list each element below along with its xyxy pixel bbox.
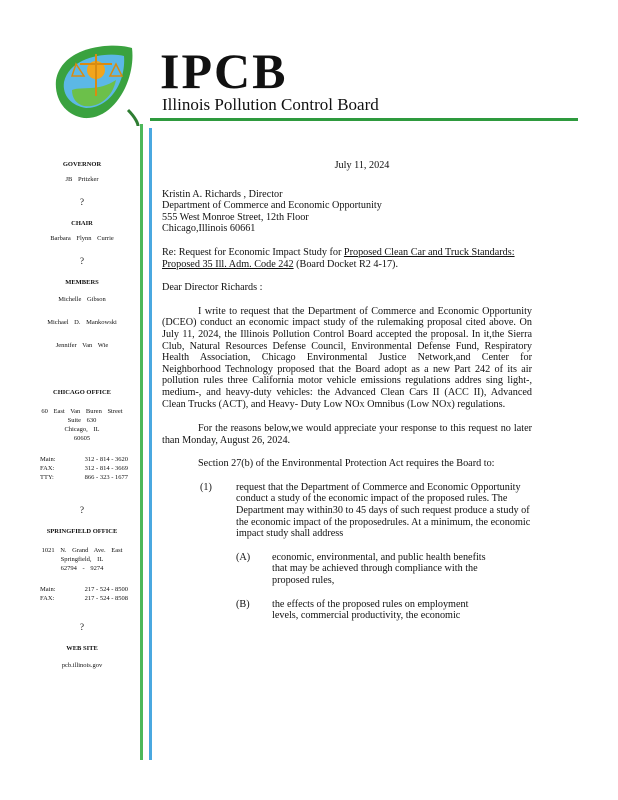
paragraph-deadline: For the reasons below,we would appreciate your response to this request no later than Monday, August 26, 2024. bbox=[162, 423, 532, 446]
separator: ? bbox=[80, 256, 84, 266]
chicago-phones bbox=[30, 455, 134, 482]
sub-item-number: (B) bbox=[236, 598, 250, 610]
web-site-heading: WEB SITE bbox=[66, 645, 98, 652]
recipient-line: Department of Commerce and Economic Opportunity bbox=[162, 200, 382, 212]
member-name: Michelle Gibson bbox=[58, 296, 106, 303]
springfield-phones bbox=[30, 585, 134, 603]
chicago-address-line: 60605 bbox=[73, 435, 91, 442]
green-side-rule bbox=[140, 124, 143, 760]
springfield-address-line: Springfield, IL bbox=[60, 556, 104, 563]
phone-row bbox=[40, 594, 128, 603]
recipient-address bbox=[162, 189, 532, 235]
paragraph-request bbox=[162, 306, 532, 411]
sub-list-item bbox=[236, 599, 496, 622]
subject-line bbox=[162, 247, 532, 270]
web-site-url[interactable]: pcb.illinois.gov bbox=[61, 662, 103, 669]
paragraph-section: Section 27(b) of the Environmental Protection Act requires the Board to: bbox=[198, 458, 495, 470]
governor-heading: GOVERNOR bbox=[62, 161, 102, 168]
phone-value: 217 - 524 - 8500 bbox=[84, 586, 128, 593]
sub-item-text: economic, environmental, and public health benefits that may be achieved through compliance with the proposed rules, bbox=[272, 551, 486, 587]
phone-value: 312 - 814 - 3669 bbox=[84, 465, 128, 472]
sub-item-text: the effects of the proposed rules on employment levels, commercial productivity, the economic bbox=[272, 598, 469, 622]
members-heading: MEMBERS bbox=[65, 279, 99, 286]
letterhead-sidebar bbox=[30, 160, 134, 670]
phone-row bbox=[40, 464, 128, 473]
governor-name: JB Pritzker bbox=[65, 176, 99, 183]
chicago-address-line: 60 East Van Buren Street bbox=[41, 408, 123, 415]
recipient-line: Kristin A. Richards , Director bbox=[162, 188, 283, 200]
separator: ? bbox=[80, 505, 84, 515]
letter-body bbox=[162, 160, 532, 634]
subject-suffix: (Board Docket R2 4-17). bbox=[293, 258, 398, 270]
sub-list-item bbox=[236, 552, 496, 587]
blue-side-rule bbox=[149, 128, 152, 760]
item-number: (1) bbox=[200, 481, 212, 493]
phone-label: TTY: bbox=[40, 474, 54, 481]
subject-prefix: Re: Request for Economic Impact Study for bbox=[162, 246, 344, 258]
subscript: X bbox=[359, 400, 365, 409]
member-name: Jennifer Van Wie bbox=[55, 342, 109, 349]
phone-row bbox=[40, 473, 128, 482]
phone-row bbox=[40, 455, 128, 464]
chair-name: Barbara Flynn Currie bbox=[50, 235, 114, 242]
recipient-line: Chicago,Illinois 60661 bbox=[162, 223, 256, 235]
phone-label: Main: bbox=[40, 456, 56, 463]
member-name: Michael D. Mankowski bbox=[47, 319, 117, 326]
phone-label: FAX: bbox=[40, 595, 55, 602]
phone-value: 217 - 524 - 8508 bbox=[84, 595, 128, 602]
ipcb-logo-icon bbox=[52, 40, 140, 128]
header-rule bbox=[150, 118, 578, 121]
chicago-office-heading: CHICAGO OFFICE bbox=[53, 389, 111, 396]
chair-heading: CHAIR bbox=[71, 220, 93, 227]
chicago-address-line: Chicago, IL bbox=[64, 426, 100, 433]
phone-label: Main: bbox=[40, 586, 56, 593]
phone-label: FAX: bbox=[40, 465, 55, 472]
list-item bbox=[200, 482, 532, 540]
subscript: X bbox=[446, 400, 452, 409]
paragraph-text: ) regulations. bbox=[451, 398, 506, 410]
sub-item-number: (A) bbox=[236, 551, 251, 563]
springfield-address-line: 62794 - 9274 bbox=[60, 565, 104, 572]
subject-title: Proposed Clean Car and Truck Standards: Proposed 35 Ill. Adm. Code 242 bbox=[162, 246, 515, 270]
separator: ? bbox=[80, 622, 84, 632]
springfield-office-heading: SPRINGFIELD OFFICE bbox=[46, 528, 118, 535]
org-short-name: IPCB bbox=[160, 43, 288, 99]
phone-value: 312 - 814 - 3620 bbox=[84, 456, 128, 463]
salutation: Dear Director Richards : bbox=[162, 282, 263, 294]
chicago-address-line: Suite 630 bbox=[67, 417, 97, 424]
phone-value: 866 - 323 - 1677 bbox=[84, 474, 128, 481]
org-full-name: Illinois Pollution Control Board bbox=[162, 95, 379, 114]
springfield-address-line: 1021 N. Grand Ave. East bbox=[41, 547, 123, 554]
phone-row bbox=[40, 585, 128, 594]
separator: ? bbox=[80, 197, 84, 207]
item-text: request that the Department of Commerce and Economic Opportunity conduct a study of the economic impact of the proposed rules. The Department may within30 to 45 days of such request produce a study of the economic impact of the proposedrules. At a minimum, the economic impact study shall address bbox=[236, 481, 531, 540]
letter-date: July 11, 2024 bbox=[334, 160, 390, 171]
recipient-line: 555 West Monroe Street, 12th Floor bbox=[162, 211, 309, 223]
paragraph-text: I write to request that the Department of Commerce and Economic Opportunity (DCEO) conduct an economic impact study of the rulemaking proposal cited above. On July 11, 2024, the Illinois Pollution Control Board accepted the proposal. In it,the Sierra Club, Natural Resources Defense Council, Environmental Defense Fund, Respiratory Health Association, Chicago Environmental Justice Network,and Center for Neighborhood Technology proposed that the Board adopt as a new Part 242 of its air pollution rules three California motor vehicle emissions regulations addres sing light-, medium-, and heavy-duty vehicles: the Advanced Clean Cars II (ACC II), Advanced Clean Trucks (ACT), and Heavy- Duty Low NO bbox=[162, 305, 532, 410]
paragraph-text: Omnibus (Low NO bbox=[364, 398, 447, 410]
